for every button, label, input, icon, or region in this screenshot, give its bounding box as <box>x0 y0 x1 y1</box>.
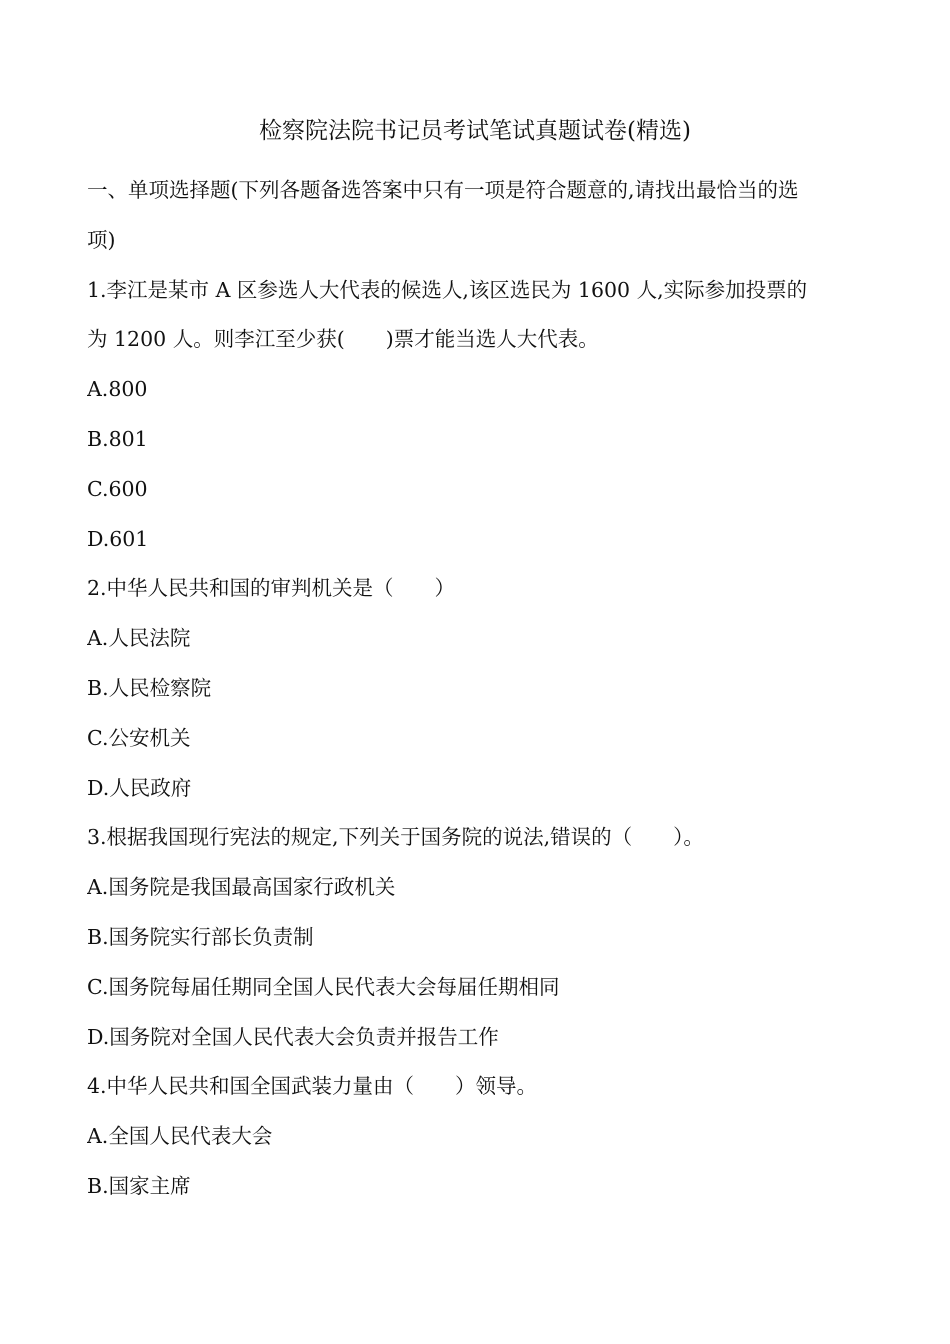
question-1-stem-continued: 为 1200 人。则李江至少获( )票才能当选人大代表。 <box>87 327 599 352</box>
question-3-option-c: C.国务院每届任期同全国人民代表大会每届任期相同 <box>87 974 560 999</box>
question-3-stem: 3.根据我国现行宪法的规定,下列关于国务院的说法,错误的（ ）。 <box>87 825 704 850</box>
question-2-option-a: A.人民法院 <box>87 626 191 651</box>
question-1-stem: 1.李江是某市 A 区参选人大代表的候选人,该区选民为 1600 人,实际参加投票的 <box>87 277 808 302</box>
question-2-stem: 2.中华人民共和国的审判机关是（ ） <box>87 576 456 601</box>
question-1-option-c: C.600 <box>87 476 148 501</box>
question-2-option-c: C.公安机关 <box>87 725 191 750</box>
question-4-option-b: B.国家主席 <box>87 1173 191 1198</box>
question-1-option-d: D.601 <box>87 526 149 551</box>
section-heading: 一、单项选择题(下列各题备选答案中只有一项是符合题意的,请找出最恰当的选 <box>87 178 799 202</box>
question-3-option-a: A.国务院是我国最高国家行政机关 <box>87 875 396 900</box>
question-2-option-b: B.人民检察院 <box>87 675 212 700</box>
question-3-option-d: D.国务院对全国人民代表大会负责并报告工作 <box>87 1024 499 1049</box>
question-4-stem: 4.中华人民共和国全国武装力量由（ ）领导。 <box>87 1074 538 1099</box>
question-2-option-d: D.人民政府 <box>87 775 192 800</box>
document-title: 检察院法院书记员考试笔试真题试卷(精选) <box>259 118 691 144</box>
question-1-option-b: B.801 <box>87 426 148 451</box>
section-heading-continued: 项) <box>87 227 116 252</box>
question-3-option-b: B.国务院实行部长负责制 <box>87 924 314 949</box>
question-4-option-a: A.全国人民代表大会 <box>87 1124 273 1149</box>
document-body <box>87 166 867 1212</box>
question-1-option-a: A.800 <box>87 377 148 402</box>
